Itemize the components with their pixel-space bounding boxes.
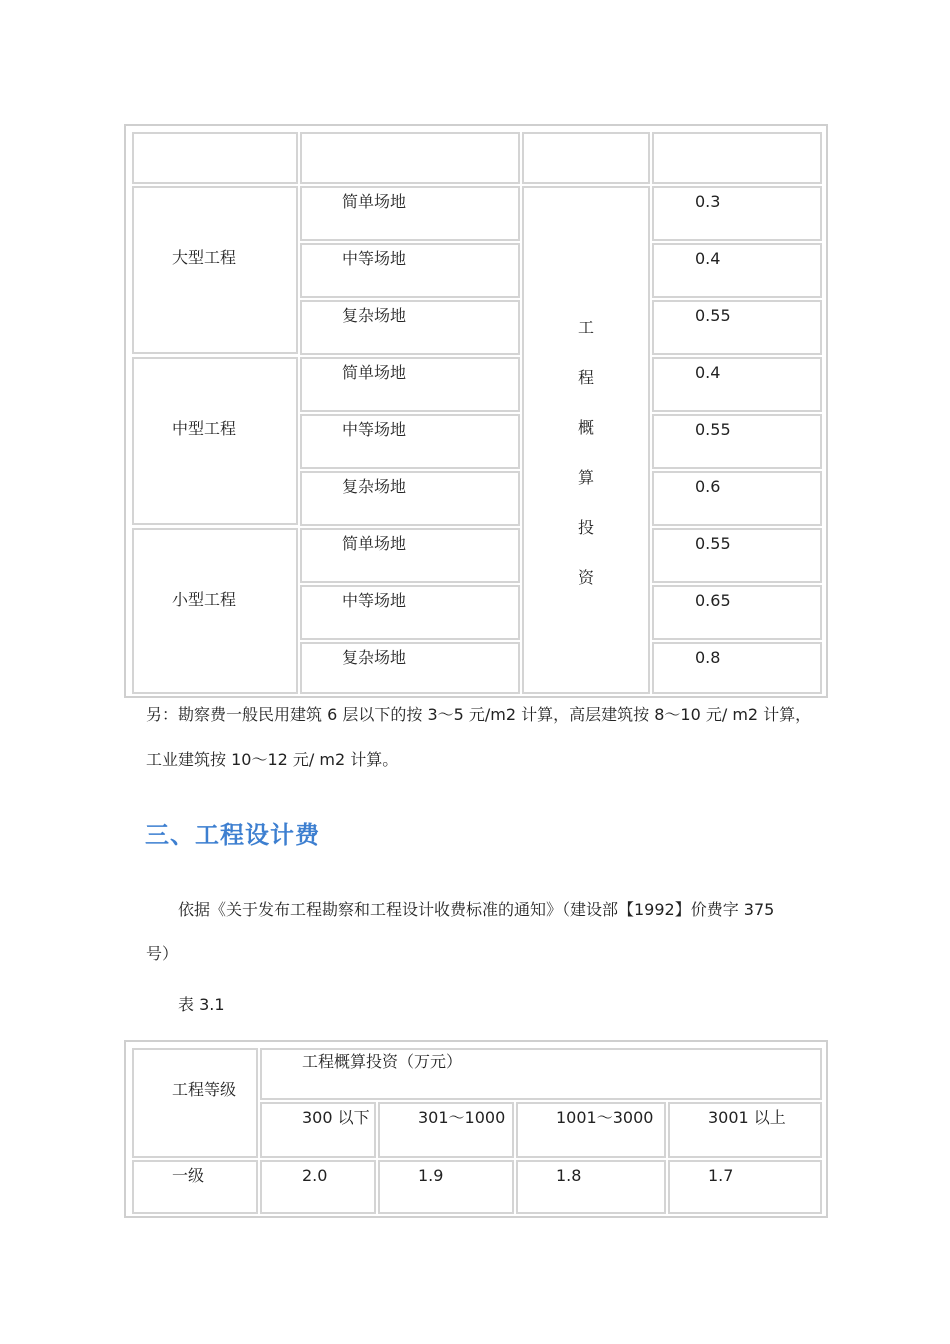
value-cell: [652, 357, 822, 412]
value-cell: [652, 585, 822, 640]
basis-cell: [522, 186, 650, 694]
range-cell: [668, 1102, 822, 1158]
site-label: 简单场地: [342, 192, 407, 211]
group-cell-medium: [132, 357, 298, 525]
rate-value: 1.9: [418, 1166, 444, 1185]
value-text: 0.55: [695, 420, 731, 439]
value-text: 0.65: [695, 591, 731, 610]
rate-cell: [668, 1160, 822, 1214]
invest-header: 工程概算投资（万元）: [302, 1052, 463, 1071]
table-caption: 表 3.1: [178, 995, 225, 1014]
value-text: 0.55: [695, 534, 731, 553]
invest-header-cell: [260, 1048, 822, 1100]
grade-header-cell: [132, 1048, 258, 1158]
value-text: 0.6: [695, 477, 721, 496]
range-cell: [378, 1102, 514, 1158]
site-cell: [300, 243, 520, 298]
group-label: 小型工程: [172, 590, 237, 609]
note-line-2: 工业建筑按 10～12 元/ m2 计算。: [146, 750, 399, 769]
basis-line-1: 依据《关于发布工程勘察和工程设计收费标准的通知》（建设部【1992】价费字 375: [178, 900, 775, 919]
site-cell: [300, 414, 520, 469]
group-label: 中型工程: [172, 419, 237, 438]
site-label: 复杂场地: [342, 306, 407, 325]
grade-cell: [132, 1160, 258, 1214]
value-cell: [652, 300, 822, 355]
site-cell: [300, 528, 520, 583]
site-cell: [300, 300, 520, 355]
site-label: 中等场地: [342, 420, 407, 439]
site-label: 简单场地: [342, 534, 407, 553]
value-cell: [652, 471, 822, 526]
value-text: 0.55: [695, 306, 731, 325]
range-label: 1001～3000: [556, 1108, 654, 1127]
group-cell-large: [132, 186, 298, 354]
basis-line-2: 号）: [146, 944, 179, 963]
site-label: 简单场地: [342, 363, 407, 382]
survey-fee-table: [124, 124, 828, 698]
site-label: 复杂场地: [342, 477, 407, 496]
site-cell: [300, 357, 520, 412]
value-cell: [652, 642, 822, 694]
rate-cell: [260, 1160, 376, 1214]
basis-char: 算: [577, 468, 594, 487]
site-cell: [300, 471, 520, 526]
value-cell: [652, 243, 822, 298]
basis-vertical-text: [576, 318, 596, 618]
header-cell-1: [132, 132, 298, 184]
basis-char: 投: [577, 518, 594, 537]
range-cell: [516, 1102, 666, 1158]
grade-label: 一级: [172, 1166, 205, 1185]
rate-value: 1.8: [556, 1166, 582, 1185]
site-cell: [300, 585, 520, 640]
grade-header: 工程等级: [172, 1080, 237, 1099]
site-label: 复杂场地: [342, 648, 407, 667]
section-heading: 三、工程设计费: [145, 821, 320, 849]
basis-char: 资: [577, 568, 594, 587]
rate-value: 1.7: [708, 1166, 734, 1185]
header-cell-4: [652, 132, 822, 184]
value-cell: [652, 186, 822, 241]
header-cell-2: [300, 132, 520, 184]
value-text: 0.3: [695, 192, 721, 211]
range-cell: [260, 1102, 376, 1158]
value-text: 0.8: [695, 648, 721, 667]
rate-cell: [516, 1160, 666, 1214]
range-label: 300 以下: [302, 1108, 370, 1127]
header-cell-3: [522, 132, 650, 184]
site-label: 中等场地: [342, 591, 407, 610]
rate-cell: [378, 1160, 514, 1214]
note-line-1: 另：勘察费一般民用建筑 6 层以下的按 3～5 元/m2 计算，高层建筑按 8～10 元/ m2 计算，: [146, 705, 812, 724]
range-label: 3001 以上: [708, 1108, 786, 1127]
basis-char: 概: [577, 418, 594, 437]
basis-char: 程: [577, 368, 594, 387]
range-label: 301～1000: [418, 1108, 506, 1127]
group-label: 大型工程: [172, 248, 237, 267]
site-cell: [300, 642, 520, 694]
value-cell: [652, 414, 822, 469]
design-fee-table: [124, 1040, 828, 1218]
basis-char: 工: [577, 318, 594, 337]
site-cell: [300, 186, 520, 241]
value-text: 0.4: [695, 363, 721, 382]
rate-value: 2.0: [302, 1166, 328, 1185]
group-cell-small: [132, 528, 298, 694]
value-cell: [652, 528, 822, 583]
site-label: 中等场地: [342, 249, 407, 268]
value-text: 0.4: [695, 249, 721, 268]
